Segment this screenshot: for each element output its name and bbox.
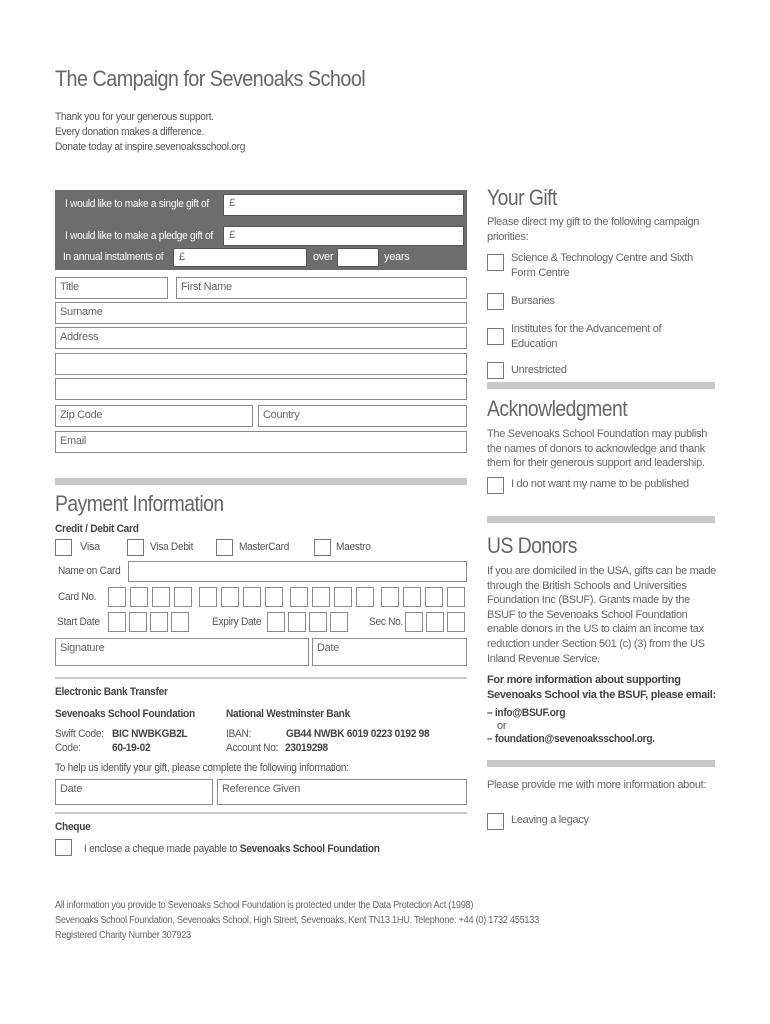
sec-no-digit-box[interactable] <box>447 612 465 632</box>
expiry-date-digit-box[interactable] <box>288 612 306 632</box>
maestro-label: Maestro <box>336 541 371 553</box>
legacy-checkbox[interactable] <box>487 813 504 830</box>
sort-code-value: 60-19-02 <box>112 742 151 754</box>
card-digit-box[interactable] <box>174 587 192 607</box>
intro-line-3: Donate today at inspire.sevenoaksschool.org <box>55 141 246 153</box>
swift-code-value: BIC NWBKGB2L <box>112 728 188 740</box>
cheque-text: I enclose a cheque made payable to Sevenoaks School Foundation <box>84 843 380 855</box>
single-gift-label: I would like to make a single gift of <box>65 198 209 210</box>
bank-name: National Westminster Bank <box>226 708 350 720</box>
account-number-value: 23019298 <box>285 742 328 754</box>
card-digit-box[interactable] <box>221 587 239 607</box>
card-digit-box[interactable] <box>403 587 421 607</box>
acknowledgment-heading: Acknowledgment <box>487 396 628 421</box>
expiry-date-digit-box[interactable] <box>330 612 348 632</box>
sec-no-label: Sec No. <box>369 616 404 628</box>
do-not-publish-checkbox[interactable] <box>487 477 504 494</box>
card-digit-box[interactable] <box>152 587 170 607</box>
start-date-digit-box[interactable] <box>150 612 168 632</box>
foundation-email-link[interactable]: – foundation@sevenoaksschool.org. <box>487 733 655 745</box>
visa-checkbox[interactable] <box>55 539 72 556</box>
email-field[interactable]: Email <box>55 431 467 453</box>
footer-data-protection: All information you provide to Sevenoaks School Foundation is protected under the Data Protection Act (1998) <box>55 900 474 911</box>
iban-label: IBAN: <box>226 728 252 740</box>
expiry-date-digit-box[interactable] <box>309 612 327 632</box>
expiry-date-label: Expiry Date <box>212 616 262 628</box>
more-info-text: Please provide me with more information about: <box>487 779 707 791</box>
country-field[interactable]: Country <box>258 405 467 427</box>
years-count-field[interactable] <box>337 248 379 267</box>
card-digit-box[interactable] <box>381 587 399 607</box>
swift-code-label: Swift Code: <box>55 728 104 740</box>
mastercard-label: MasterCard <box>239 541 290 553</box>
section-divider <box>487 760 715 767</box>
maestro-checkbox[interactable] <box>314 539 331 556</box>
us-donors-text: If you are domiciled in the USA, gifts can be made through the British Schools and Universities Foundation Inc (BSUF). Grants made by the BSUF to the Sevenoaks School Foundation enable donors in the US to claim an income tax reduction under Section 501 (c) (3) from the US Inland Revenue Service. <box>487 565 716 665</box>
account-name: Sevenoaks School Foundation <box>55 708 195 720</box>
bsuf-more-info: For more information about supporting Sevenoaks School via the BSUF, please email: <box>487 674 716 701</box>
reference-given-field[interactable]: Reference Given <box>217 779 467 805</box>
card-number-label: Card No. <box>58 591 97 603</box>
iban-value: GB44 NWBK 6019 0223 0192 98 <box>286 728 430 740</box>
title-field[interactable]: Title <box>55 277 168 299</box>
card-digit-box[interactable] <box>108 587 126 607</box>
institutes-checkbox[interactable] <box>487 328 504 345</box>
science-centre-label: Science & Technology Centre and Sixth Form Centre <box>511 252 693 279</box>
first-name-field[interactable]: First Name <box>176 277 467 299</box>
unrestricted-checkbox[interactable] <box>487 362 504 379</box>
sort-code-label: Code: <box>55 742 81 754</box>
card-digit-box[interactable] <box>199 587 217 607</box>
account-number-label: Account No: <box>226 742 279 754</box>
zip-code-field[interactable]: Zip Code <box>55 405 253 427</box>
sec-no-digit-box[interactable] <box>426 612 444 632</box>
intro-line-1: Thank you for your generous support. <box>55 111 214 123</box>
card-digit-box[interactable] <box>290 587 308 607</box>
card-heading: Credit / Debit Card <box>55 523 139 535</box>
start-date-digit-box[interactable] <box>171 612 189 632</box>
address-field-line-1[interactable]: Address <box>55 327 467 349</box>
intro-line-2: Every donation makes a difference. <box>55 126 205 138</box>
visa-debit-label: Visa Debit <box>150 541 194 553</box>
card-digit-box[interactable] <box>425 587 443 607</box>
transfer-date-field[interactable]: Date <box>55 779 213 805</box>
signature-date-field[interactable]: Date <box>312 638 467 666</box>
footer-charity-number: Registered Charity Number 307923 <box>55 930 191 941</box>
sec-no-digit-box[interactable] <box>405 612 423 632</box>
science-centre-checkbox[interactable] <box>487 254 504 271</box>
card-digit-box[interactable] <box>130 587 148 607</box>
visa-debit-checkbox[interactable] <box>127 539 144 556</box>
card-digit-box[interactable] <box>312 587 330 607</box>
bank-transfer-heading: Electronic Bank Transfer <box>55 686 168 698</box>
footer-address: Sevenoaks School Foundation, Sevenoaks School, High Street, Sevenoaks, Kent TN13 1HU. Telephone: +44 (0) 1732 455133 <box>55 915 539 926</box>
acknowledgment-text: The Sevenoaks School Foundation may publish the names of donors to acknowledge and thank them for their generous support and leadership. <box>487 428 708 470</box>
start-date-digit-box[interactable] <box>108 612 126 632</box>
bursaries-label: Bursaries <box>511 295 555 307</box>
cheque-divider <box>55 812 467 814</box>
name-on-card-label: Name on Card <box>58 565 121 577</box>
start-date-digit-box[interactable] <box>129 612 147 632</box>
instalments-label: In annual instalments of <box>63 251 164 263</box>
do-not-publish-label: I do not want my name to be published <box>511 478 689 490</box>
expiry-date-digit-box[interactable] <box>267 612 285 632</box>
card-digit-box[interactable] <box>356 587 374 607</box>
single-gift-amount-field[interactable]: £ <box>223 194 464 216</box>
gift-amount-panel <box>55 190 467 270</box>
name-on-card-field[interactable] <box>128 561 467 582</box>
your-gift-heading: Your Gift <box>487 185 557 210</box>
unrestricted-label: Unrestricted <box>511 364 567 376</box>
address-field-line-3[interactable] <box>55 378 467 400</box>
identify-gift-text: To help us identify your gift, please complete the following information: <box>55 762 349 774</box>
us-donors-heading: US Donors <box>487 533 577 558</box>
your-gift-intro: Please direct my gift to the following campaign priorities: <box>487 216 700 243</box>
mastercard-checkbox[interactable] <box>216 539 233 556</box>
card-digit-box[interactable] <box>447 587 465 607</box>
over-label: over <box>313 251 334 263</box>
payment-heading: Payment Information <box>55 491 224 516</box>
bursaries-checkbox[interactable] <box>487 293 504 310</box>
address-field-line-2[interactable] <box>55 353 467 375</box>
bsuf-email-link[interactable]: – info@BSUF.org <box>487 707 566 719</box>
pledge-gift-label: I would like to make a pledge gift of <box>65 230 213 242</box>
cheque-heading: Cheque <box>55 821 91 833</box>
card-digit-box[interactable] <box>243 587 261 607</box>
card-digit-box[interactable] <box>265 587 283 607</box>
signature-field[interactable]: Signature <box>55 638 309 666</box>
pledge-gift-amount-field[interactable]: £ <box>223 226 464 246</box>
section-divider <box>55 478 467 485</box>
cheque-checkbox[interactable] <box>55 839 72 856</box>
page-title: The Campaign for Sevenoaks School <box>55 66 366 91</box>
instalment-amount-field[interactable]: £ <box>173 248 307 267</box>
surname-field[interactable]: Surname <box>55 302 467 324</box>
card-digit-box[interactable] <box>334 587 352 607</box>
or-label: or <box>497 720 507 732</box>
institutes-label: Institutes for the Advancement of Education <box>511 323 662 350</box>
visa-label: Visa <box>80 541 100 553</box>
section-divider <box>487 516 715 523</box>
bank-divider <box>55 677 467 679</box>
legacy-label: Leaving a legacy <box>511 814 589 826</box>
years-label: years <box>384 251 410 263</box>
start-date-label: Start Date <box>57 616 100 628</box>
section-divider <box>487 382 715 389</box>
